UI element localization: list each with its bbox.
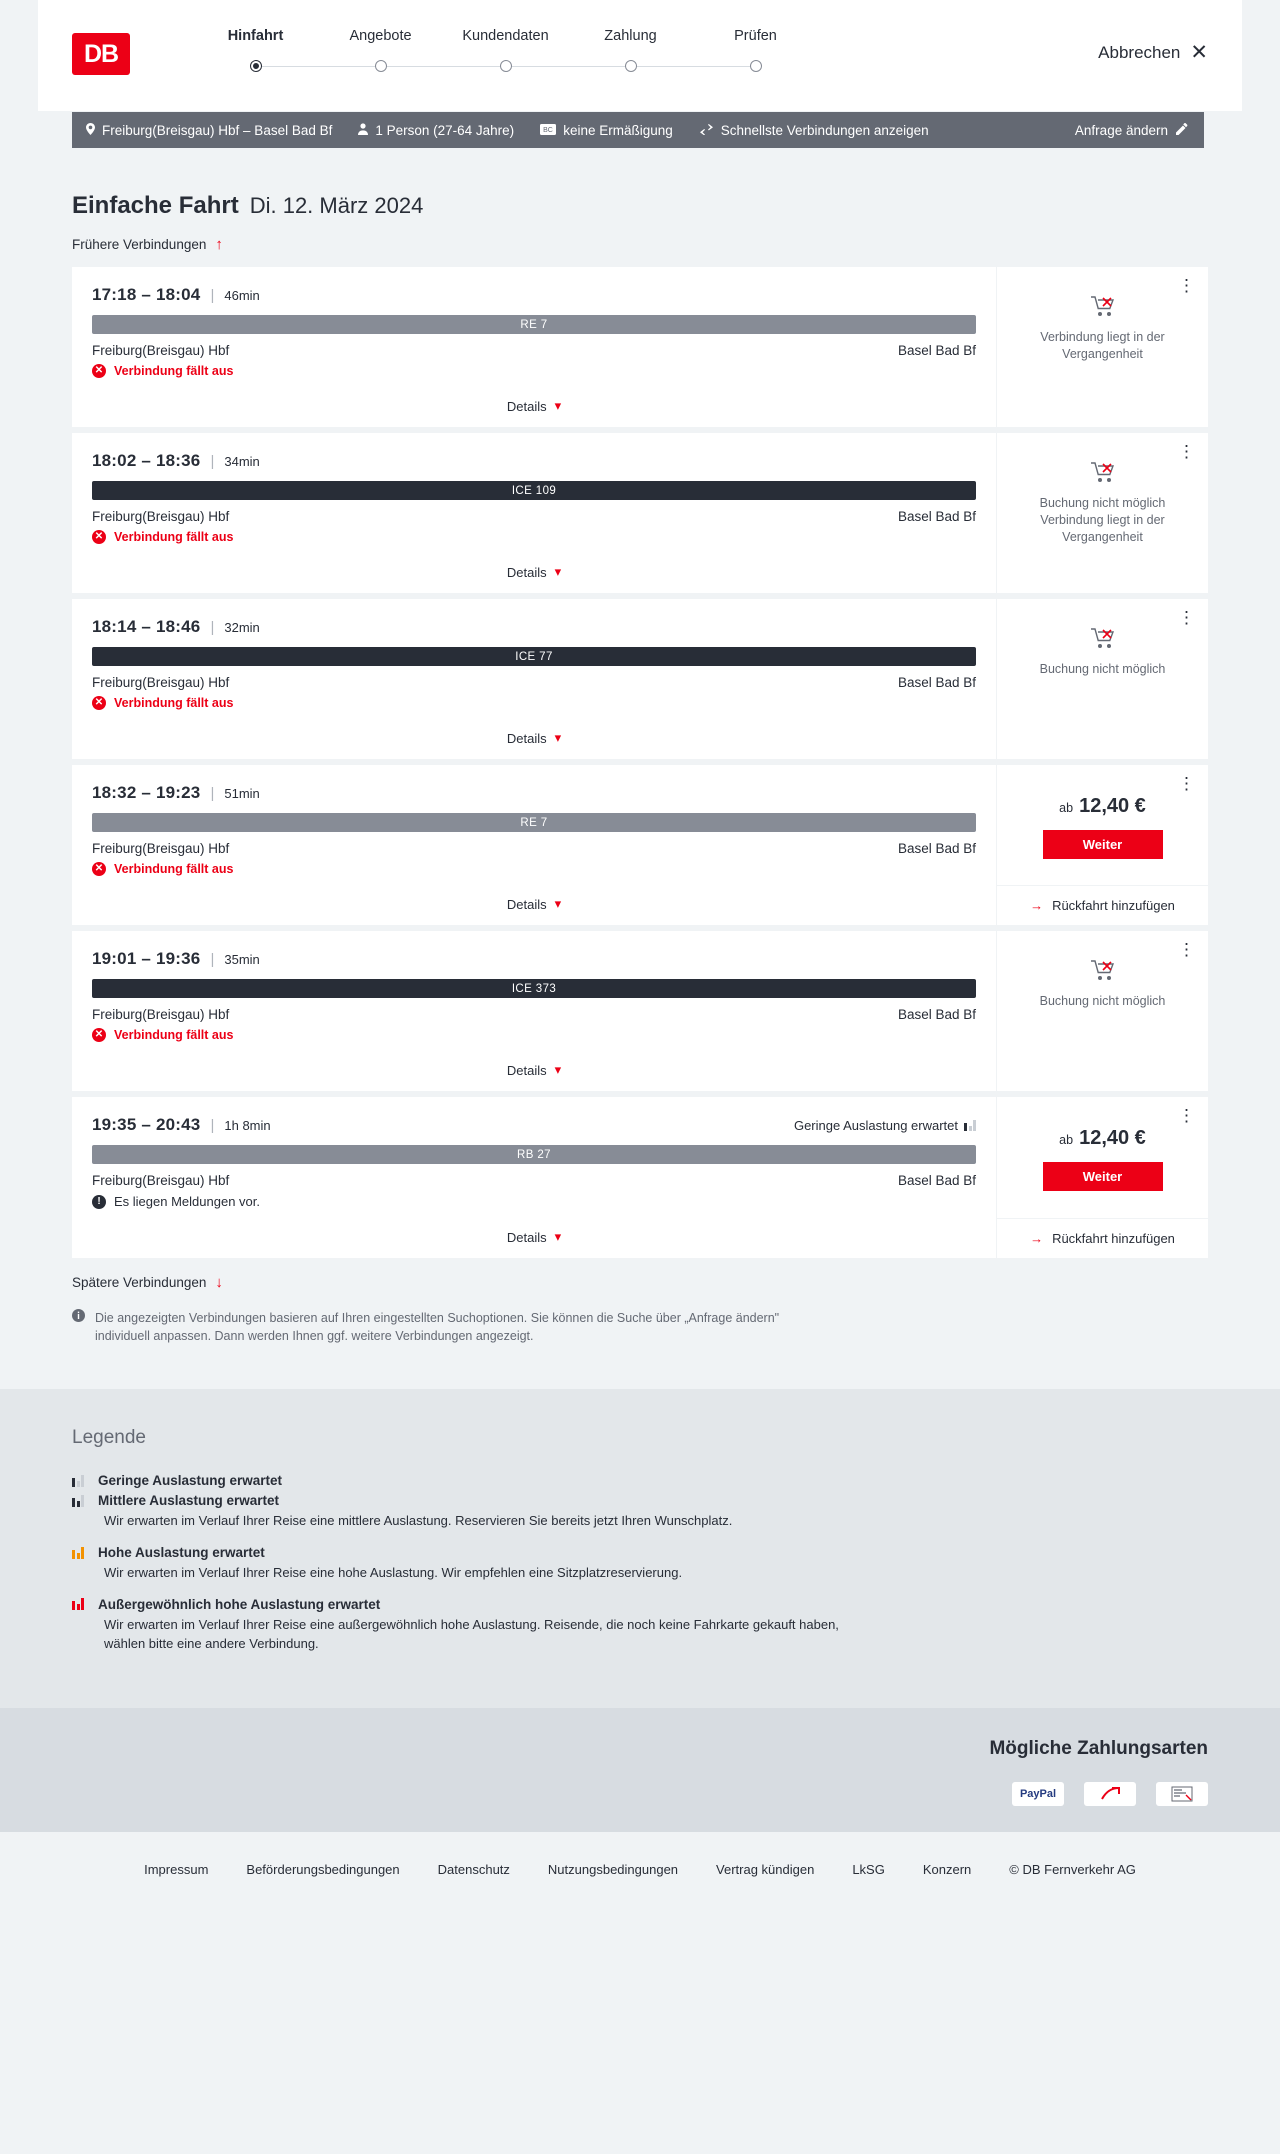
details-label: Details <box>506 564 547 580</box>
connection-offer <box>996 931 1208 1091</box>
connection-duration: 32min <box>224 619 260 635</box>
occupancy-high-icon <box>72 1547 84 1559</box>
status-badge <box>92 1028 976 1042</box>
more-options-button[interactable]: ⋮ <box>1178 940 1196 959</box>
details-label: Details <box>506 1062 547 1078</box>
info-circle-icon <box>72 1309 85 1345</box>
connection-details <box>72 433 996 593</box>
destination-station: Basel Bad Bf <box>897 841 976 856</box>
connection-time: 19:35 – 20:43 <box>92 1115 201 1134</box>
legend-item <box>72 1545 1208 1583</box>
origin-station: Freiburg(Breisgau) Hbf <box>92 675 230 690</box>
query-travellers <box>358 123 540 138</box>
connection-duration: 1h 8min <box>224 1117 271 1133</box>
legend-item-label: Außergewöhnlich hohe Auslastung erwartet <box>98 1596 381 1612</box>
divider: | <box>210 784 215 802</box>
legend-item-desc: Wir erwarten im Verlauf Ihrer Reise eine hohe Auslastung. Wir empfehlen eine Sitzplatzreservierung. <box>104 1565 683 1581</box>
details-toggle[interactable] <box>92 1048 976 1091</box>
step-dot <box>500 60 512 72</box>
pencil-icon <box>1176 123 1188 138</box>
occupancy-label: Geringe Auslastung erwartet <box>793 1117 958 1133</box>
query-discount-text: keine Ermäßigung <box>563 122 673 138</box>
continue-button[interactable]: Weiter <box>1043 830 1163 859</box>
step-zahlung[interactable] <box>568 28 693 84</box>
checkout-stepper-bar <box>38 0 1242 112</box>
cancel-icon: ✕ <box>92 364 106 378</box>
page-title-text: Einfache Fahrt <box>72 192 239 219</box>
more-options-button[interactable]: ⋮ <box>1178 442 1196 461</box>
bahncard-icon <box>540 123 556 138</box>
destination-station: Basel Bad Bf <box>897 1007 976 1022</box>
details-label: Details <box>506 1229 547 1245</box>
later-connections-button[interactable] <box>72 1274 1208 1291</box>
destination-station: Basel Bad Bf <box>897 509 976 524</box>
train-badge: RE 7 <box>92 813 976 832</box>
occupancy-note <box>794 1118 976 1133</box>
offer-note: Buchung nicht möglich <box>1039 662 1166 676</box>
connection-time-row <box>92 451 976 471</box>
step-dot <box>625 60 637 72</box>
legend-item-desc: Wir erwarten im Verlauf Ihrer Reise eine außergewöhnlich hohe Auslastung. Reisende, die noch keine Fahrkarte gekauft haben, wählen bitte eine andere Verbindung. <box>104 1616 839 1651</box>
connection-offer <box>996 599 1208 759</box>
payment-title: Mögliche Zahlungsarten <box>989 1737 1208 1759</box>
details-toggle[interactable] <box>92 716 976 759</box>
price-value: 12,40 € <box>1079 795 1146 817</box>
page-title <box>72 192 1208 220</box>
price-prefix: ab <box>1059 1133 1074 1147</box>
search-info-note <box>72 1309 832 1345</box>
connection-card[interactable] <box>72 267 1208 427</box>
info-icon: ! <box>92 1195 106 1209</box>
legend-item <box>72 1597 1208 1654</box>
origin-station: Freiburg(Breisgau) Hbf <box>92 841 230 856</box>
connection-duration: 46min <box>224 287 260 303</box>
step-angebote[interactable] <box>318 28 443 84</box>
legend-item-head <box>72 1545 1208 1560</box>
arrow-right-icon: → <box>1030 898 1044 913</box>
step-pruefen[interactable] <box>693 28 818 84</box>
connection-details <box>72 765 996 925</box>
train-badge: ICE 373 <box>92 979 976 998</box>
connection-time: 18:32 – 19:23 <box>92 783 201 802</box>
footer-link-datenschutz[interactable]: Datenschutz <box>437 1861 510 1877</box>
station-row <box>92 1173 976 1188</box>
offer-note: Buchung nicht möglich <box>1039 496 1166 510</box>
step-dot-row <box>568 58 693 84</box>
connection-time: 18:14 – 18:46 <box>92 617 201 636</box>
status-badge <box>92 696 976 710</box>
status-text: Verbindung fällt aus <box>114 364 234 378</box>
cancel-button[interactable] <box>1098 42 1208 63</box>
legend-item-label: Hohe Auslastung erwartet <box>98 1545 265 1561</box>
price-block <box>1059 1127 1146 1150</box>
footer-link-nutzungsbedingungen[interactable]: Nutzungsbedingungen <box>547 1861 679 1877</box>
change-query-label: Anfrage ändern <box>1074 122 1168 138</box>
price-value: 12,40 € <box>1079 1127 1146 1149</box>
connection-time-row <box>92 1115 976 1135</box>
step-dot-row <box>318 58 443 84</box>
status-text: Verbindung fällt aus <box>114 530 234 544</box>
destination-station: Basel Bad Bf <box>897 1173 976 1188</box>
query-route-text: Freiburg(Breisgau) Hbf – Basel Bad Bf <box>102 122 333 138</box>
connection-time: 18:02 – 18:36 <box>92 451 201 470</box>
train-badge: ICE 77 <box>92 647 976 666</box>
legend-item-head <box>72 1597 1208 1612</box>
page-footer <box>0 1832 1280 1911</box>
cancel-icon: ✕ <box>92 1028 106 1042</box>
query-option-text: Schnellste Verbindungen anzeigen <box>720 122 929 138</box>
continue-button[interactable]: Weiter <box>1043 1162 1163 1191</box>
step-label: Kundendaten <box>462 28 549 44</box>
query-discount <box>540 123 699 138</box>
status-badge <box>92 530 976 544</box>
step-label: Hinfahrt <box>227 28 284 44</box>
connection-offer <box>996 1097 1208 1258</box>
origin-station: Freiburg(Breisgau) Hbf <box>92 1173 230 1188</box>
connection-list <box>72 267 1208 1258</box>
footer-link-impressum[interactable]: Impressum <box>144 1861 209 1877</box>
train-badge: RE 7 <box>92 315 976 334</box>
chevron-down-icon: ▾ <box>554 1062 562 1077</box>
details-label: Details <box>506 730 547 746</box>
arrow-right-icon: → <box>1030 1231 1044 1246</box>
step-dot <box>375 60 387 72</box>
details-toggle[interactable] <box>92 882 976 925</box>
swap-arrows-icon <box>699 123 714 138</box>
chevron-down-icon: ▾ <box>554 398 562 413</box>
connection-details <box>72 599 996 759</box>
legend-item-head <box>72 1493 1208 1508</box>
stepper <box>193 28 818 84</box>
connection-card[interactable] <box>72 1097 1208 1258</box>
status-badge <box>92 862 976 876</box>
step-dot <box>750 60 762 72</box>
add-return-button[interactable] <box>997 885 1208 925</box>
connection-offer <box>996 267 1208 427</box>
destination-station: Basel Bad Bf <box>897 675 976 690</box>
connection-duration: 35min <box>224 951 260 967</box>
legend-item-desc: Wir erwarten im Verlauf Ihrer Reise eine mittlere Auslastung. Reservieren Sie bereits jetzt Ihren Wunschplatz. <box>104 1513 733 1529</box>
query-route <box>86 123 358 138</box>
offer-note: Verbindung liegt in der Vergangenheit <box>1040 330 1165 361</box>
origin-station: Freiburg(Breisgau) Hbf <box>92 1007 230 1022</box>
earlier-connections-label: Frühere Verbindungen <box>72 237 207 252</box>
connection-offer <box>996 765 1208 925</box>
price-block <box>1059 795 1146 818</box>
person-icon <box>358 123 368 138</box>
connection-time-row <box>92 617 976 637</box>
step-hinfahrt[interactable] <box>193 28 318 84</box>
footer-link-lksg[interactable]: LkSG <box>852 1861 885 1877</box>
destination-station: Basel Bad Bf <box>897 343 976 358</box>
step-dot <box>250 60 262 72</box>
occupancy-low-icon <box>72 1475 84 1487</box>
connection-time: 19:01 – 19:36 <box>92 949 201 968</box>
legend-item-label: Mittlere Auslastung erwartet <box>98 1493 280 1509</box>
cart-crossed-icon <box>1090 461 1116 487</box>
arrow-up-icon: ↑ <box>215 236 223 253</box>
station-row <box>92 509 976 524</box>
chevron-down-icon: ▾ <box>554 896 562 911</box>
connection-card[interactable] <box>72 931 1208 1091</box>
status-badge <box>92 1194 976 1209</box>
divider: | <box>210 286 215 304</box>
occupancy-low-icon <box>964 1120 976 1131</box>
status-text: Verbindung fällt aus <box>114 696 234 710</box>
train-badge: ICE 109 <box>92 481 976 500</box>
footer-links <box>0 1862 1280 1877</box>
footer-link-befoerderungsbedingungen[interactable]: Beförderungsbedingungen <box>246 1861 400 1877</box>
connection-offer <box>996 433 1208 593</box>
train-badge: RB 27 <box>92 1145 976 1164</box>
more-options-button[interactable]: ⋮ <box>1178 774 1196 793</box>
step-label: Zahlung <box>604 28 657 44</box>
sofortueberweisung-icon <box>1084 1782 1136 1806</box>
price-prefix: ab <box>1059 801 1074 815</box>
more-options-button[interactable]: ⋮ <box>1178 608 1196 627</box>
more-options-button[interactable]: ⋮ <box>1178 276 1196 295</box>
legend-item-head <box>72 1473 1208 1488</box>
add-return-label: Rückfahrt hinzufügen <box>1052 1231 1175 1246</box>
offer-note-secondary: Verbindung liegt in der Vergangenheit <box>1040 512 1165 544</box>
occupancy-very-high-icon <box>72 1598 84 1610</box>
query-travellers-text: 1 Person (27-64 Jahre) <box>375 122 515 138</box>
add-return-label: Rückfahrt hinzufügen <box>1052 898 1175 913</box>
status-badge <box>92 364 976 378</box>
connection-time-row <box>92 285 976 305</box>
origin-station: Freiburg(Breisgau) Hbf <box>92 343 230 358</box>
location-pin-icon <box>86 123 95 138</box>
paypal-icon <box>1012 1782 1064 1806</box>
earlier-connections-button[interactable] <box>72 236 1208 253</box>
legend-item <box>72 1493 1208 1531</box>
station-row <box>92 841 976 856</box>
details-label: Details <box>506 398 547 414</box>
step-dot-row <box>193 58 318 84</box>
origin-station: Freiburg(Breisgau) Hbf <box>92 509 230 524</box>
connection-card[interactable] <box>72 433 1208 593</box>
travel-date: Di. 12. März 2024 <box>249 193 424 218</box>
status-text: Verbindung fällt aus <box>114 1028 234 1042</box>
close-icon: ✕ <box>1190 41 1208 64</box>
footer-copyright: © DB Fernverkehr AG <box>1009 1861 1136 1877</box>
step-dot-row <box>693 58 818 84</box>
paypal-label: PayPal <box>1019 1787 1057 1800</box>
cancel-icon: ✕ <box>92 696 106 710</box>
step-dot-row <box>443 58 568 84</box>
station-row <box>92 1007 976 1022</box>
legend-item-label: Geringe Auslastung erwartet <box>98 1473 283 1489</box>
search-info-text: Die angezeigten Verbindungen basieren auf Ihren eingestellten Suchoptionen. Sie können die Suche über „Anfrage ändern" individuell anpassen. Dann werden Ihnen ggf. weitere Verbindungen angezeigt. <box>95 1311 780 1344</box>
chevron-down-icon: ▾ <box>554 564 562 579</box>
connection-card[interactable] <box>72 599 1208 759</box>
divider: | <box>210 1116 215 1134</box>
connection-duration: 51min <box>224 785 260 801</box>
connection-details <box>72 1097 996 1258</box>
add-return-button[interactable] <box>997 1218 1208 1258</box>
cart-crossed-icon <box>1090 295 1116 321</box>
results-content <box>0 192 1280 1345</box>
details-toggle[interactable] <box>92 550 976 593</box>
cart-crossed-icon <box>1090 959 1116 985</box>
station-row <box>92 343 976 358</box>
later-connections-label: Spätere Verbindungen <box>72 1275 207 1290</box>
db-logo-text: DB <box>83 39 119 68</box>
connection-card[interactable] <box>72 765 1208 925</box>
step-label: Prüfen <box>734 28 777 44</box>
status-text: Verbindung fällt aus <box>114 862 234 876</box>
db-logo[interactable] <box>72 33 130 75</box>
offer-note: Buchung nicht möglich <box>1039 994 1166 1008</box>
connection-details <box>72 931 996 1091</box>
svg-text:BC: BC <box>543 126 554 134</box>
change-query-button[interactable] <box>1075 123 1204 138</box>
invoice-icon <box>1156 1782 1208 1806</box>
legend-title: Legende <box>72 1427 146 1449</box>
chevron-down-icon: ▾ <box>554 1229 562 1244</box>
query-summary-bar <box>72 112 1204 148</box>
connection-time: 17:18 – 18:04 <box>92 285 201 304</box>
payment-methods-section <box>0 1708 1280 1832</box>
payment-icons <box>72 1782 1208 1806</box>
occupancy-medium-icon <box>72 1495 84 1507</box>
cancel-icon: ✕ <box>92 530 106 544</box>
details-toggle[interactable] <box>92 1215 976 1258</box>
query-option <box>699 123 955 138</box>
connection-time-row <box>92 949 976 969</box>
step-label: Angebote <box>349 28 412 44</box>
cancel-label: Abbrechen <box>1098 42 1181 62</box>
step-kundendaten[interactable] <box>443 28 568 84</box>
connection-time-row <box>92 783 976 803</box>
station-row <box>92 675 976 690</box>
connection-details <box>72 267 996 427</box>
arrow-down-icon: ↓ <box>215 1274 223 1291</box>
footer-link-vertrag-kuendigen[interactable]: Vertrag kündigen <box>716 1861 815 1877</box>
details-toggle[interactable] <box>92 384 976 427</box>
divider: | <box>210 618 215 636</box>
more-options-button[interactable]: ⋮ <box>1178 1106 1196 1125</box>
footer-link-konzern[interactable]: Konzern <box>922 1861 972 1877</box>
legend-section <box>0 1389 1280 1707</box>
divider: | <box>210 950 215 968</box>
divider: | <box>210 452 215 470</box>
cancel-icon: ✕ <box>92 862 106 876</box>
details-label: Details <box>506 896 547 912</box>
connection-duration: 34min <box>224 453 260 469</box>
legend-item <box>72 1473 1208 1488</box>
cart-crossed-icon <box>1090 627 1116 653</box>
chevron-down-icon: ▾ <box>554 730 562 745</box>
status-text: Es liegen Meldungen vor. <box>114 1194 260 1209</box>
